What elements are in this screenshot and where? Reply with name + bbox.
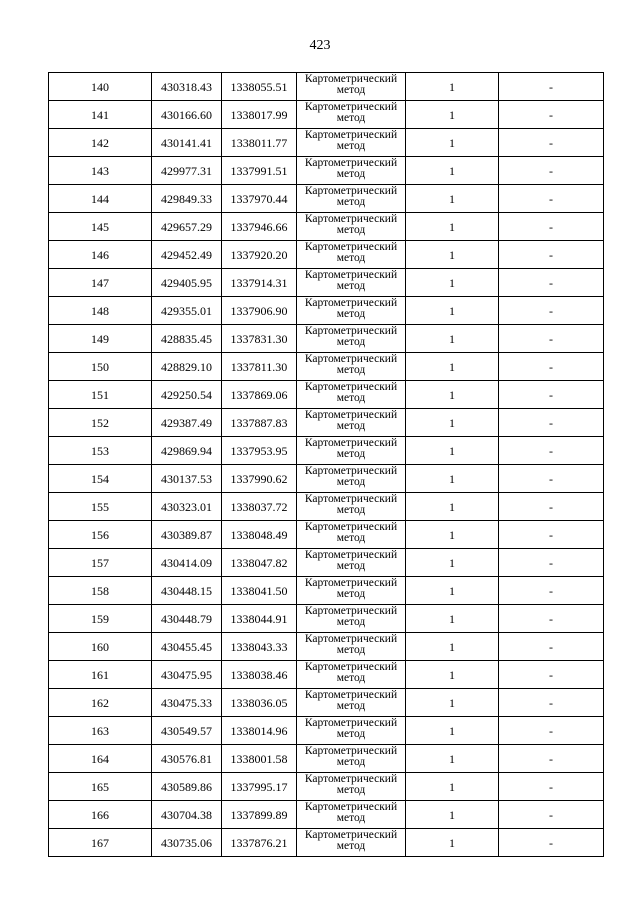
point-number-cell: 162 <box>49 689 152 717</box>
y-coordinate-cell: 1337906.90 <box>222 297 297 325</box>
table-row <box>49 101 604 129</box>
point-number-cell: 163 <box>49 717 152 745</box>
accuracy-cell: 1 <box>406 101 499 129</box>
table-row <box>49 381 604 409</box>
x-coordinate-cell: 430166.60 <box>152 101 222 129</box>
method-line-1: Картометрический <box>304 521 398 533</box>
method-line-1: Картометрический <box>304 493 398 505</box>
method-line-1: Картометрический <box>304 745 398 757</box>
y-coordinate-cell: 1337946.66 <box>222 213 297 241</box>
accuracy-cell: 1 <box>406 717 499 745</box>
method-cell <box>297 773 406 801</box>
x-coordinate-cell: 430389.87 <box>152 521 222 549</box>
method-line-2: метод <box>336 168 366 180</box>
point-number-cell: 147 <box>49 269 152 297</box>
method-line-2: метод <box>336 364 366 376</box>
note-cell: - <box>499 241 604 269</box>
method-cell <box>297 549 406 577</box>
y-coordinate-cell: 1337970.44 <box>222 185 297 213</box>
method-line-2: метод <box>336 420 366 432</box>
x-coordinate-cell: 430137.53 <box>152 465 222 493</box>
point-number-cell: 144 <box>49 185 152 213</box>
y-coordinate-cell: 1338041.50 <box>222 577 297 605</box>
y-coordinate-cell: 1337876.21 <box>222 829 297 857</box>
y-coordinate-cell: 1337953.95 <box>222 437 297 465</box>
method-line-2: метод <box>336 140 366 152</box>
method-cell <box>297 605 406 633</box>
accuracy-cell: 1 <box>406 213 499 241</box>
x-coordinate-cell: 430704.38 <box>152 801 222 829</box>
x-coordinate-cell: 429977.31 <box>152 157 222 185</box>
y-coordinate-cell: 1337869.06 <box>222 381 297 409</box>
point-number-cell: 160 <box>49 633 152 661</box>
x-coordinate-cell: 430414.09 <box>152 549 222 577</box>
method-line-2: метод <box>336 504 366 516</box>
note-cell: - <box>499 689 604 717</box>
method-cell <box>297 409 406 437</box>
point-number-cell: 150 <box>49 353 152 381</box>
method-line-1: Картометрический <box>304 213 398 225</box>
y-coordinate-cell: 1337914.31 <box>222 269 297 297</box>
x-coordinate-cell: 430589.86 <box>152 773 222 801</box>
note-cell: - <box>499 717 604 745</box>
accuracy-cell: 1 <box>406 577 499 605</box>
method-line-1: Картометрический <box>304 241 398 253</box>
method-cell <box>297 577 406 605</box>
note-cell: - <box>499 549 604 577</box>
method-line-1: Картометрический <box>304 157 398 169</box>
method-cell <box>297 325 406 353</box>
table-row <box>49 129 604 157</box>
y-coordinate-cell: 1337991.51 <box>222 157 297 185</box>
accuracy-cell: 1 <box>406 437 499 465</box>
method-cell <box>297 801 406 829</box>
x-coordinate-cell: 428829.10 <box>152 353 222 381</box>
point-number-cell: 165 <box>49 773 152 801</box>
method-line-1: Картометрический <box>304 129 398 141</box>
method-cell <box>297 689 406 717</box>
table-row <box>49 213 604 241</box>
note-cell: - <box>499 325 604 353</box>
note-cell: - <box>499 297 604 325</box>
method-line-2: метод <box>336 644 366 656</box>
note-cell: - <box>499 381 604 409</box>
method-line-2: метод <box>336 280 366 292</box>
accuracy-cell: 1 <box>406 829 499 857</box>
method-line-2: метод <box>336 672 366 684</box>
x-coordinate-cell: 429405.95 <box>152 269 222 297</box>
method-line-2: метод <box>336 196 366 208</box>
method-cell <box>297 297 406 325</box>
x-coordinate-cell: 429355.01 <box>152 297 222 325</box>
point-number-cell: 154 <box>49 465 152 493</box>
table-row <box>49 325 604 353</box>
method-line-2: метод <box>336 560 366 572</box>
note-cell: - <box>499 157 604 185</box>
accuracy-cell: 1 <box>406 325 499 353</box>
method-line-2: метод <box>336 756 366 768</box>
accuracy-cell: 1 <box>406 745 499 773</box>
method-cell <box>297 745 406 773</box>
point-number-cell: 146 <box>49 241 152 269</box>
method-line-1: Картометрический <box>304 269 398 281</box>
method-line-1: Картометрический <box>304 801 398 813</box>
y-coordinate-cell: 1338044.91 <box>222 605 297 633</box>
table-row <box>49 745 604 773</box>
method-line-2: метод <box>336 476 366 488</box>
note-cell: - <box>499 829 604 857</box>
note-cell: - <box>499 633 604 661</box>
coordinates-table-body <box>49 73 604 857</box>
method-cell <box>297 269 406 297</box>
method-cell <box>297 465 406 493</box>
method-line-1: Картометрический <box>304 101 398 113</box>
point-number-cell: 157 <box>49 549 152 577</box>
table-row <box>49 633 604 661</box>
page-number: 423 <box>309 38 331 53</box>
x-coordinate-cell: 430475.33 <box>152 689 222 717</box>
method-line-2: метод <box>336 308 366 320</box>
x-coordinate-cell: 429387.49 <box>152 409 222 437</box>
point-number-cell: 148 <box>49 297 152 325</box>
table-row <box>49 157 604 185</box>
y-coordinate-cell: 1338014.96 <box>222 717 297 745</box>
method-line-2: метод <box>336 588 366 600</box>
accuracy-cell: 1 <box>406 801 499 829</box>
method-line-1: Картометрический <box>304 605 398 617</box>
method-line-1: Картометрический <box>304 73 398 85</box>
method-line-2: метод <box>336 700 366 712</box>
x-coordinate-cell: 430448.79 <box>152 605 222 633</box>
point-number-cell: 159 <box>49 605 152 633</box>
point-number-cell: 143 <box>49 157 152 185</box>
x-coordinate-cell: 429250.54 <box>152 381 222 409</box>
note-cell: - <box>499 353 604 381</box>
accuracy-cell: 1 <box>406 633 499 661</box>
y-coordinate-cell: 1338036.05 <box>222 689 297 717</box>
note-cell: - <box>499 605 604 633</box>
y-coordinate-cell: 1338037.72 <box>222 493 297 521</box>
method-line-2: метод <box>336 532 366 544</box>
table-row <box>49 549 604 577</box>
x-coordinate-cell: 430735.06 <box>152 829 222 857</box>
y-coordinate-cell: 1337887.83 <box>222 409 297 437</box>
method-cell <box>297 829 406 857</box>
accuracy-cell: 1 <box>406 605 499 633</box>
method-line-2: метод <box>336 112 366 124</box>
y-coordinate-cell: 1337990.62 <box>222 465 297 493</box>
table-row <box>49 465 604 493</box>
method-line-1: Картометрический <box>304 465 398 477</box>
method-line-2: метод <box>336 728 366 740</box>
table-row <box>49 409 604 437</box>
x-coordinate-cell: 429869.94 <box>152 437 222 465</box>
accuracy-cell: 1 <box>406 661 499 689</box>
y-coordinate-cell: 1337811.30 <box>222 353 297 381</box>
point-number-cell: 142 <box>49 129 152 157</box>
note-cell: - <box>499 437 604 465</box>
accuracy-cell: 1 <box>406 353 499 381</box>
table-row <box>49 297 604 325</box>
method-cell <box>297 101 406 129</box>
method-line-1: Картометрический <box>304 325 398 337</box>
accuracy-cell: 1 <box>406 185 499 213</box>
accuracy-cell: 1 <box>406 549 499 577</box>
note-cell: - <box>499 213 604 241</box>
x-coordinate-cell: 430475.95 <box>152 661 222 689</box>
x-coordinate-cell: 430455.45 <box>152 633 222 661</box>
point-number-cell: 153 <box>49 437 152 465</box>
x-coordinate-cell: 429452.49 <box>152 241 222 269</box>
x-coordinate-cell: 430576.81 <box>152 745 222 773</box>
note-cell: - <box>499 493 604 521</box>
table-row <box>49 605 604 633</box>
y-coordinate-cell: 1337995.17 <box>222 773 297 801</box>
coordinates-table <box>48 72 604 857</box>
table-row <box>49 577 604 605</box>
note-cell: - <box>499 773 604 801</box>
table-row <box>49 829 604 857</box>
method-cell <box>297 493 406 521</box>
method-cell <box>297 129 406 157</box>
point-number-cell: 156 <box>49 521 152 549</box>
table-row <box>49 73 604 101</box>
x-coordinate-cell: 430141.41 <box>152 129 222 157</box>
method-cell <box>297 185 406 213</box>
method-line-1: Картометрический <box>304 633 398 645</box>
x-coordinate-cell: 430318.43 <box>152 73 222 101</box>
note-cell: - <box>499 465 604 493</box>
y-coordinate-cell: 1338048.49 <box>222 521 297 549</box>
method-line-2: метод <box>336 840 366 852</box>
method-cell <box>297 437 406 465</box>
method-line-1: Картометрический <box>304 773 398 785</box>
table-row <box>49 185 604 213</box>
method-cell <box>297 717 406 745</box>
point-number-cell: 152 <box>49 409 152 437</box>
y-coordinate-cell: 1338047.82 <box>222 549 297 577</box>
point-number-cell: 166 <box>49 801 152 829</box>
y-coordinate-cell: 1337920.20 <box>222 241 297 269</box>
accuracy-cell: 1 <box>406 689 499 717</box>
x-coordinate-cell: 429657.29 <box>152 213 222 241</box>
point-number-cell: 140 <box>49 73 152 101</box>
table-row <box>49 717 604 745</box>
method-line-2: метод <box>336 812 366 824</box>
note-cell: - <box>499 73 604 101</box>
x-coordinate-cell: 430323.01 <box>152 493 222 521</box>
accuracy-cell: 1 <box>406 493 499 521</box>
method-line-1: Картометрический <box>304 409 398 421</box>
method-cell <box>297 73 406 101</box>
accuracy-cell: 1 <box>406 269 499 297</box>
table-row <box>49 241 604 269</box>
accuracy-cell: 1 <box>406 129 499 157</box>
note-cell: - <box>499 129 604 157</box>
method-cell <box>297 213 406 241</box>
point-number-cell: 158 <box>49 577 152 605</box>
method-cell <box>297 633 406 661</box>
note-cell: - <box>499 185 604 213</box>
method-line-1: Картометрический <box>304 297 398 309</box>
note-cell: - <box>499 745 604 773</box>
accuracy-cell: 1 <box>406 73 499 101</box>
table-row <box>49 269 604 297</box>
x-coordinate-cell: 430448.15 <box>152 577 222 605</box>
point-number-cell: 161 <box>49 661 152 689</box>
table-row <box>49 689 604 717</box>
table-row <box>49 353 604 381</box>
accuracy-cell: 1 <box>406 241 499 269</box>
method-line-1: Картометрический <box>304 717 398 729</box>
point-number-cell: 155 <box>49 493 152 521</box>
table-row <box>49 661 604 689</box>
method-line-2: метод <box>336 336 366 348</box>
point-number-cell: 141 <box>49 101 152 129</box>
accuracy-cell: 1 <box>406 521 499 549</box>
table-row <box>49 521 604 549</box>
point-number-cell: 164 <box>49 745 152 773</box>
method-cell <box>297 241 406 269</box>
method-line-1: Картометрический <box>304 381 398 393</box>
method-cell <box>297 521 406 549</box>
method-line-2: метод <box>336 448 366 460</box>
accuracy-cell: 1 <box>406 297 499 325</box>
method-line-2: метод <box>336 784 366 796</box>
accuracy-cell: 1 <box>406 381 499 409</box>
method-line-1: Картометрический <box>304 185 398 197</box>
method-line-1: Картометрический <box>304 549 398 561</box>
accuracy-cell: 1 <box>406 157 499 185</box>
table-row <box>49 437 604 465</box>
note-cell: - <box>499 577 604 605</box>
y-coordinate-cell: 1337899.89 <box>222 801 297 829</box>
note-cell: - <box>499 101 604 129</box>
method-cell <box>297 353 406 381</box>
accuracy-cell: 1 <box>406 409 499 437</box>
y-coordinate-cell: 1337831.30 <box>222 325 297 353</box>
y-coordinate-cell: 1338043.33 <box>222 633 297 661</box>
note-cell: - <box>499 521 604 549</box>
method-line-2: метод <box>336 392 366 404</box>
point-number-cell: 151 <box>49 381 152 409</box>
method-line-1: Картометрический <box>304 689 398 701</box>
x-coordinate-cell: 428835.45 <box>152 325 222 353</box>
note-cell: - <box>499 409 604 437</box>
note-cell: - <box>499 269 604 297</box>
method-line-1: Картометрический <box>304 829 398 841</box>
method-cell <box>297 157 406 185</box>
point-number-cell: 167 <box>49 829 152 857</box>
table-row <box>49 773 604 801</box>
method-line-1: Картометрический <box>304 661 398 673</box>
note-cell: - <box>499 801 604 829</box>
method-line-2: метод <box>336 252 366 264</box>
point-number-cell: 145 <box>49 213 152 241</box>
y-coordinate-cell: 1338055.51 <box>222 73 297 101</box>
y-coordinate-cell: 1338011.77 <box>222 129 297 157</box>
table-row <box>49 493 604 521</box>
accuracy-cell: 1 <box>406 465 499 493</box>
method-line-1: Картометрический <box>304 353 398 365</box>
y-coordinate-cell: 1338001.58 <box>222 745 297 773</box>
x-coordinate-cell: 429849.33 <box>152 185 222 213</box>
method-line-1: Картометрический <box>304 577 398 589</box>
method-line-1: Картометрический <box>304 437 398 449</box>
point-number-cell: 149 <box>49 325 152 353</box>
method-line-2: метод <box>336 224 366 236</box>
method-cell <box>297 661 406 689</box>
x-coordinate-cell: 430549.57 <box>152 717 222 745</box>
table-row <box>49 801 604 829</box>
accuracy-cell: 1 <box>406 773 499 801</box>
method-line-2: метод <box>336 616 366 628</box>
method-line-2: метод <box>336 84 366 96</box>
note-cell: - <box>499 661 604 689</box>
method-cell <box>297 381 406 409</box>
y-coordinate-cell: 1338017.99 <box>222 101 297 129</box>
y-coordinate-cell: 1338038.46 <box>222 661 297 689</box>
